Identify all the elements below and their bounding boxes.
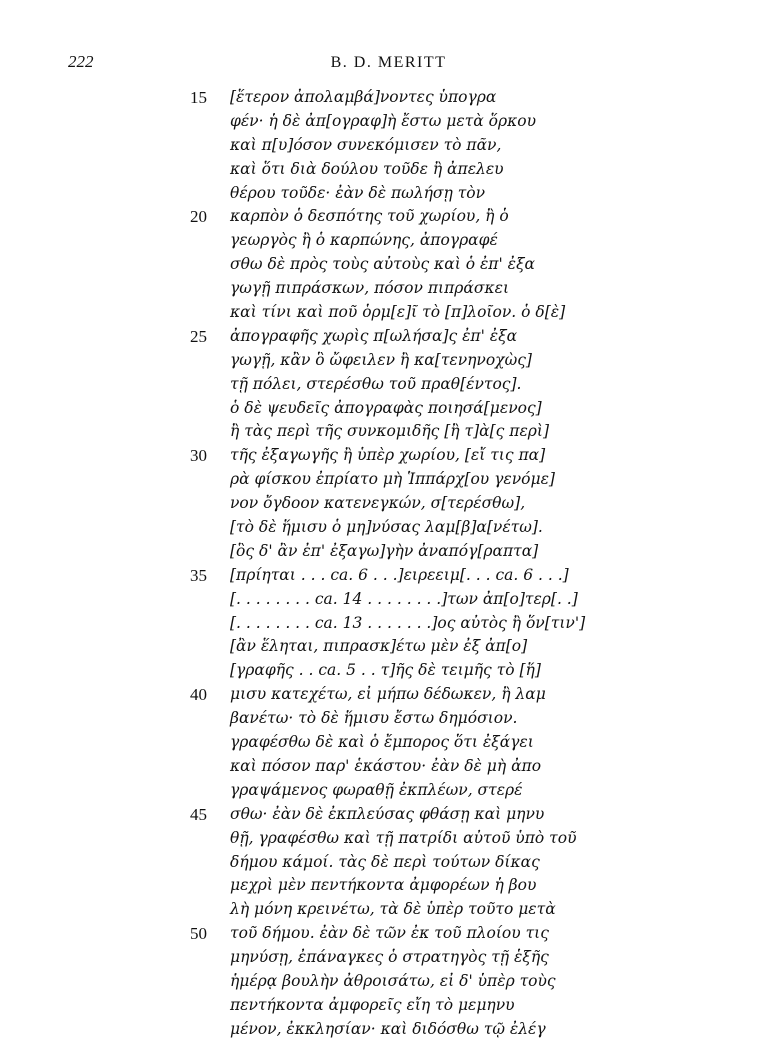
text-line xyxy=(190,301,610,325)
text-line xyxy=(190,970,610,994)
line-text: καὶ πόσον παρ' ἑκάστου· ἐὰν δὲ μὴ ἀπο xyxy=(230,756,542,775)
text-line xyxy=(190,86,610,110)
text-line xyxy=(190,612,610,636)
text-line xyxy=(190,158,610,182)
text-line xyxy=(190,516,610,540)
line-text: ἢ τὰς περὶ τῆς συνκομιδῆς [ἢ τ]ὰ[ς περὶ] xyxy=(230,422,549,441)
line-text: γωγῇ, κἂν ὃ ὤφειλεν ἢ κα[τενηνοχὼς] xyxy=(230,350,532,369)
line-text: φέν· ἡ δὲ ἀπ[ογραφ]ὴ ἔστω μετὰ ὅρκου xyxy=(230,111,536,130)
text-line xyxy=(190,588,610,612)
line-text: πεντήκοντα ἀμφορεῖς εἴη τὸ μεμηνυ xyxy=(230,995,515,1014)
line-text: μεχρὶ μὲν πεντήκοντα ἀμφορέων ἡ βου xyxy=(230,876,537,895)
line-text: νον ὄγδοον κατενεγκών, σ[τερέσθω], xyxy=(230,494,526,513)
text-line xyxy=(190,564,610,588)
line-text: σθω δὲ πρὸς τοὺς αὐτοὺς καὶ ὁ ἐπ' ἐξα xyxy=(230,255,535,274)
text-line xyxy=(190,420,610,444)
line-text: γραφέσθω δὲ καὶ ὁ ἔμπορος ὅτι ἐξάγει xyxy=(230,733,534,752)
text-line xyxy=(190,277,610,301)
line-text: θέρου τοῦδε· ἐὰν δὲ πωλήσῃ τὸν xyxy=(230,183,486,202)
line-number: 15 xyxy=(190,88,207,107)
line-text: τῆς ἐξαγωγῆς ἢ ὑπὲρ χωρίου, [εἴ τις πα] xyxy=(230,446,546,465)
text-line xyxy=(190,755,610,779)
line-text: λὴ μόνη κρεινέτω, τὰ δὲ ὑπὲρ τοῦτο μετὰ xyxy=(230,900,556,919)
line-number: 35 xyxy=(190,565,207,585)
text-line xyxy=(190,444,610,468)
line-number: 40 xyxy=(190,685,207,705)
line-text: γεωργὸς ἢ ὁ καρπώνης, ἀπογραφέ xyxy=(230,231,498,250)
line-text: δήμου κάμοί. τὰς δὲ περὶ τούτων δίκας xyxy=(230,852,540,871)
line-text: [ἂν ἕληται, πιπρασκ]έτω μὲν ἐξ ἀπ[ο] xyxy=(230,637,528,656)
line-text: [γραφῆς . . ca. 5 . . τ]ῆς δὲ τειμῆς τὸ [ἥ] xyxy=(230,661,541,680)
text-line xyxy=(190,373,610,397)
text-line xyxy=(190,922,610,946)
text-line xyxy=(190,635,610,659)
text-line xyxy=(190,205,610,229)
line-number: 45 xyxy=(190,804,207,824)
text-line xyxy=(190,110,610,134)
line-text: ρὰ φίσκου ἐπρίατο μὴ Ἱππάρχ[ου γενόμε] xyxy=(230,470,555,489)
line-text: καὶ ὅτι διὰ δούλου τοῦδε ἢ ἀπελευ xyxy=(230,159,504,178)
text-line xyxy=(190,683,610,707)
text-line xyxy=(190,134,610,158)
text-line xyxy=(190,349,610,373)
line-text: ἀπογραφῆς χωρὶς π[ωλήσα]ς ἐπ' ἐξα xyxy=(230,326,518,345)
line-text: μένον, ἐκκλησίαν· καὶ διδόσθω τῷ ἐλέγ xyxy=(230,1019,546,1038)
line-number: 25 xyxy=(190,326,207,346)
line-text: τοῦ δήμου. ἐὰν δὲ τῶν ἐκ τοῦ πλοίου τις xyxy=(230,924,549,943)
line-text: γραψάμενος φωραθῇ ἐκπλέων, στερέ xyxy=(230,780,523,799)
line-text: [πρίηται . . . ca. 6 . . .]ειρεειμ[. . . ca. 6 . . .] xyxy=(230,565,569,584)
line-text: θῇ, γραφέσθω καὶ τῇ πατρίδι αὐτοῦ ὑπὸ τοῦ xyxy=(230,828,577,847)
text-line xyxy=(190,874,610,898)
text-line xyxy=(190,707,610,731)
line-text: μισυ κατεχέτω, εἰ μήπω δέδωκεν, ἢ λαμ xyxy=(230,685,546,704)
line-text: ἡμέρᾳ βουλὴν ἀθροισάτω, εἰ δ' ὑπὲρ τοὺς xyxy=(230,971,556,990)
text-line xyxy=(190,397,610,421)
line-number: 30 xyxy=(190,446,207,466)
line-text: καὶ π[υ]όσον συνεκόμισεν τὸ πᾶν, xyxy=(230,135,502,154)
text-line xyxy=(190,659,610,683)
line-text: καρπὸν ὁ δεσπότης τοῦ χωρίου, ἢ ὁ xyxy=(230,207,509,226)
text-line xyxy=(190,492,610,516)
line-text: [. . . . . . . . ca. 13 . . . . . . .]ος αὐτὸς ἢ ὅν[τιν'] xyxy=(230,613,586,632)
line-text: ὁ δὲ ψευδεῖς ἀπογραφὰς ποιησά[μενος] xyxy=(230,398,542,417)
text-line xyxy=(190,182,610,206)
text-line xyxy=(190,325,610,349)
text-line xyxy=(190,946,610,970)
running-head: B. D. MERITT xyxy=(330,54,447,71)
page-number: 222 xyxy=(68,52,94,71)
line-text: σθω· ἐὰν δὲ ἐκπλεύσας φθάσῃ καὶ μηνυ xyxy=(230,804,545,823)
line-number: 50 xyxy=(190,924,207,944)
line-text: [ἕτερον ἀπολαμβά]νοντες ὑπογρα xyxy=(230,88,497,106)
text-line xyxy=(190,731,610,755)
text-line xyxy=(190,540,610,564)
line-text: καὶ τίνι καὶ ποῦ ὁρμ[ε]ῖ τὸ [π]λοῖον. ὁ δ[ὲ] xyxy=(230,303,566,322)
text-line xyxy=(190,827,610,851)
line-text: βανέτω· τὸ δὲ ἥμισυ ἔστω δημόσιον. xyxy=(230,709,518,728)
text-line xyxy=(190,851,610,875)
text-line xyxy=(190,994,610,1018)
text-line xyxy=(190,1018,610,1042)
text-line xyxy=(190,803,610,827)
line-text: [ὃς δ' ἂν ἐπ' ἐξαγω]γὴν ἀναπόγ[ραπτα] xyxy=(230,541,539,560)
line-text: μηνύσῃ, ἐπάναγκες ὁ στρατηγὸς τῇ ἑξῆς xyxy=(230,948,549,967)
text-line xyxy=(190,253,610,277)
line-number: 20 xyxy=(190,207,207,227)
text-line xyxy=(190,898,610,922)
line-text: [τὸ δὲ ἥμισυ ὁ μη]νύσας λαμ[β]α[νέτω]. xyxy=(230,518,543,537)
text-line xyxy=(190,779,610,803)
text-line xyxy=(190,468,610,492)
text-line xyxy=(190,229,610,253)
inscription-text xyxy=(190,86,610,1042)
line-text: τῇ πόλει, στερέσθω τοῦ πραθ[έντος]. xyxy=(230,374,522,393)
line-text: γωγῇ πιπράσκων, πόσον πιπράσκει xyxy=(230,279,510,298)
line-text: [. . . . . . . . ca. 14 . . . . . . . .]των ἀπ[ο]τερ[. .] xyxy=(230,589,578,608)
